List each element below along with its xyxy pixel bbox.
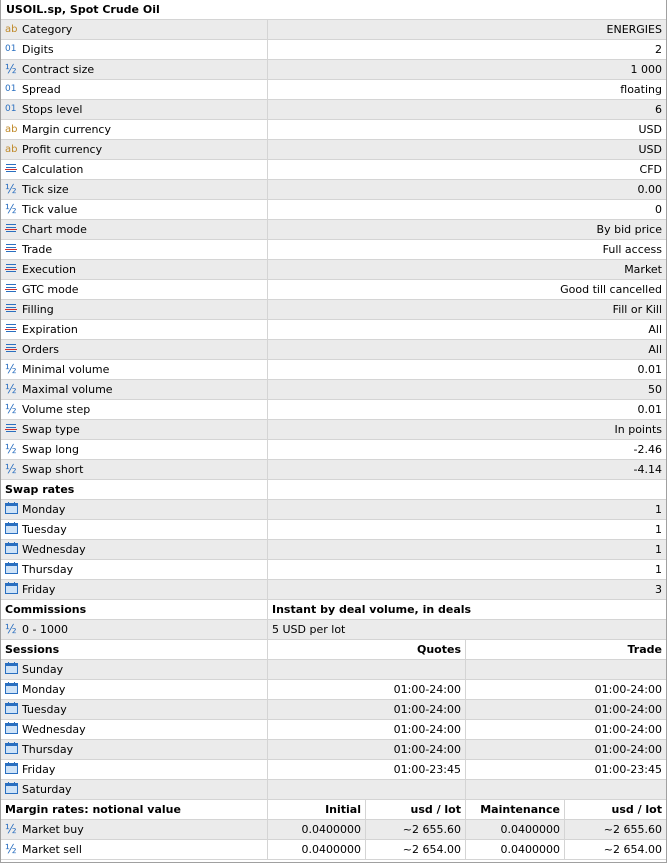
property-value-text: CFD bbox=[639, 163, 662, 176]
property-value bbox=[267, 280, 666, 299]
list-icon bbox=[5, 300, 19, 319]
quotes-session bbox=[267, 740, 465, 759]
property-label bbox=[1, 140, 267, 159]
property-label bbox=[1, 80, 267, 99]
swap-rate-value-text: 1 bbox=[655, 503, 662, 516]
day-label bbox=[1, 580, 267, 599]
property-label bbox=[1, 160, 267, 179]
margin-column-header bbox=[365, 800, 465, 819]
session-row bbox=[1, 660, 666, 680]
property-label bbox=[1, 380, 267, 399]
property-label bbox=[1, 260, 267, 279]
trade-session bbox=[465, 720, 666, 739]
fraction-icon: ½ bbox=[5, 842, 17, 856]
section-title-text: Sessions bbox=[5, 643, 60, 656]
property-value-text: All bbox=[648, 323, 662, 336]
property-row bbox=[1, 240, 666, 260]
property-value-text: In points bbox=[614, 423, 662, 436]
property-row bbox=[1, 40, 666, 60]
fraction-icon: ½ bbox=[5, 442, 17, 456]
property-value-text: Fill or Kill bbox=[612, 303, 662, 316]
calendar-icon bbox=[5, 580, 19, 599]
calendar-icon bbox=[5, 680, 19, 699]
property-value bbox=[267, 20, 666, 39]
property-row bbox=[1, 160, 666, 180]
swap-rate-row bbox=[1, 520, 666, 540]
day-label bbox=[1, 560, 267, 579]
quotes-session-text: 01:00-23:45 bbox=[393, 763, 461, 776]
swap-rate-value-text: 1 bbox=[655, 563, 662, 576]
property-label-text: Swap short bbox=[22, 463, 84, 476]
calendar-icon bbox=[5, 780, 19, 799]
text-icon: ab bbox=[5, 24, 18, 35]
swap-rate-value bbox=[267, 580, 666, 599]
section-title bbox=[1, 600, 267, 619]
property-value-text: 0.01 bbox=[637, 363, 662, 376]
trade-session bbox=[465, 740, 666, 759]
margin-column-header-text: usd / lot bbox=[611, 803, 662, 816]
swap-rate-row bbox=[1, 540, 666, 560]
property-value-text: Full access bbox=[602, 243, 662, 256]
empty bbox=[267, 480, 666, 499]
margin-column-header bbox=[465, 800, 564, 819]
property-label-text: Calculation bbox=[22, 163, 84, 176]
margin-column-header-text: usd / lot bbox=[410, 803, 461, 816]
day-label-text: Sunday bbox=[22, 663, 64, 676]
property-label-text: Minimal volume bbox=[22, 363, 110, 376]
trade-session bbox=[465, 780, 666, 799]
property-label-text: Margin currency bbox=[22, 123, 111, 136]
property-row bbox=[1, 280, 666, 300]
property-value-text: USD bbox=[638, 123, 662, 136]
calendar-icon bbox=[5, 660, 19, 679]
property-row bbox=[1, 220, 666, 240]
day-label bbox=[1, 740, 267, 759]
quotes-session-text: 01:00-24:00 bbox=[393, 743, 461, 756]
day-label-text: Friday bbox=[22, 763, 56, 776]
property-value bbox=[267, 300, 666, 319]
day-label bbox=[1, 760, 267, 779]
margin-value bbox=[365, 820, 465, 839]
calendar-icon bbox=[5, 500, 19, 519]
section-title bbox=[1, 640, 267, 659]
trade-session-text: 01:00-24:00 bbox=[594, 723, 662, 736]
property-value bbox=[267, 460, 666, 479]
property-label bbox=[1, 460, 267, 479]
quotes-session-text: 01:00-24:00 bbox=[393, 723, 461, 736]
property-row bbox=[1, 380, 666, 400]
property-value bbox=[267, 140, 666, 159]
property-label bbox=[1, 40, 267, 59]
property-value-text: 0.01 bbox=[637, 403, 662, 416]
property-label-text: GTC mode bbox=[22, 283, 79, 296]
list-icon bbox=[5, 280, 19, 299]
property-value bbox=[267, 120, 666, 139]
property-value bbox=[267, 220, 666, 239]
property-row bbox=[1, 400, 666, 420]
property-row bbox=[1, 20, 666, 40]
calendar-icon bbox=[5, 760, 19, 779]
section-header-commissions bbox=[1, 600, 666, 620]
swap-rate-row bbox=[1, 500, 666, 520]
quotes-session bbox=[267, 720, 465, 739]
property-label bbox=[1, 340, 267, 359]
property-label-text: Orders bbox=[22, 343, 59, 356]
property-label-text: Volume step bbox=[22, 403, 91, 416]
margin-value bbox=[564, 820, 666, 839]
calendar-icon bbox=[5, 740, 19, 759]
commission-value bbox=[267, 620, 666, 639]
text-icon: ab bbox=[5, 144, 18, 155]
property-value-text: 6 bbox=[655, 103, 662, 116]
property-row bbox=[1, 300, 666, 320]
quotes-session-text: 01:00-24:00 bbox=[393, 703, 461, 716]
property-value bbox=[267, 440, 666, 459]
section-title-text: Swap rates bbox=[5, 483, 75, 496]
trade-header bbox=[465, 640, 666, 659]
swap-rate-value bbox=[267, 560, 666, 579]
property-value bbox=[267, 420, 666, 439]
day-label bbox=[1, 500, 267, 519]
property-value-text: All bbox=[648, 343, 662, 356]
day-label bbox=[1, 520, 267, 539]
property-label-text: Spread bbox=[22, 83, 61, 96]
property-row bbox=[1, 460, 666, 480]
property-value-text: 50 bbox=[648, 383, 662, 396]
trade-session-text: 01:00-23:45 bbox=[594, 763, 662, 776]
property-label-text: Category bbox=[22, 23, 73, 36]
swap-rate-value bbox=[267, 540, 666, 559]
property-label bbox=[1, 120, 267, 139]
property-value-text: 0.00 bbox=[637, 183, 662, 196]
property-label-text: Tick value bbox=[22, 203, 78, 216]
property-label bbox=[1, 100, 267, 119]
section-header-swap-rates bbox=[1, 480, 666, 500]
margin-value bbox=[465, 840, 564, 859]
list-icon bbox=[5, 240, 19, 259]
list-icon bbox=[5, 420, 19, 439]
day-label-text: Thursday bbox=[22, 743, 74, 756]
property-row bbox=[1, 200, 666, 220]
commission-row bbox=[1, 620, 666, 640]
section-title bbox=[1, 800, 267, 819]
commission-range bbox=[1, 620, 267, 639]
property-label bbox=[1, 320, 267, 339]
property-label-text: Digits bbox=[22, 43, 54, 56]
property-label-text: Tick size bbox=[22, 183, 69, 196]
swap-rate-value-text: 3 bbox=[655, 583, 662, 596]
section-title-text: Margin rates: notional value bbox=[5, 803, 181, 816]
property-value-text: By bid price bbox=[596, 223, 662, 236]
property-label bbox=[1, 60, 267, 79]
margin-column-header bbox=[267, 800, 365, 819]
margin-column-header bbox=[564, 800, 666, 819]
property-value-text: -4.14 bbox=[633, 463, 662, 476]
property-label bbox=[1, 240, 267, 259]
margin-label bbox=[1, 820, 267, 839]
property-value-text: 1 000 bbox=[630, 63, 662, 76]
calendar-icon bbox=[5, 560, 19, 579]
symbol-title: USOIL.sp, Spot Crude Oil bbox=[1, 0, 666, 20]
margin-row bbox=[1, 840, 666, 860]
day-label bbox=[1, 700, 267, 719]
property-label-text: Swap type bbox=[22, 423, 80, 436]
property-label-text: Swap long bbox=[22, 443, 79, 456]
trade-session-text: 01:00-24:00 bbox=[594, 743, 662, 756]
section-title-text: Commissions bbox=[5, 603, 87, 616]
property-row bbox=[1, 360, 666, 380]
session-row bbox=[1, 700, 666, 720]
property-row bbox=[1, 440, 666, 460]
property-label bbox=[1, 200, 267, 219]
day-label-text: Monday bbox=[22, 503, 66, 516]
property-label-text: Expiration bbox=[22, 323, 78, 336]
property-value bbox=[267, 240, 666, 259]
property-row bbox=[1, 260, 666, 280]
day-label bbox=[1, 540, 267, 559]
property-label bbox=[1, 420, 267, 439]
margin-value-text: 0.0400000 bbox=[500, 823, 560, 836]
text-icon: ab bbox=[5, 124, 18, 135]
property-value bbox=[267, 60, 666, 79]
property-row bbox=[1, 60, 666, 80]
fraction-icon: ½ bbox=[5, 182, 17, 196]
day-label-text: Monday bbox=[22, 683, 66, 696]
property-value bbox=[267, 340, 666, 359]
margin-value bbox=[267, 840, 365, 859]
property-label-text: Chart mode bbox=[22, 223, 87, 236]
margin-column-header-text: Maintenance bbox=[480, 803, 560, 816]
margin-label-text: Market sell bbox=[22, 843, 82, 856]
trade-header-text: Trade bbox=[627, 643, 662, 656]
property-value-text: Market bbox=[624, 263, 662, 276]
property-row bbox=[1, 180, 666, 200]
margin-value bbox=[267, 820, 365, 839]
margin-value bbox=[365, 840, 465, 859]
property-value bbox=[267, 400, 666, 419]
property-value-text: floating bbox=[620, 83, 662, 96]
swap-rate-value-text: 1 bbox=[655, 523, 662, 536]
margin-value-text: 0.0400000 bbox=[500, 843, 560, 856]
session-row bbox=[1, 740, 666, 760]
property-label bbox=[1, 360, 267, 379]
margin-value bbox=[564, 840, 666, 859]
fraction-icon: ½ bbox=[5, 402, 17, 416]
margin-value-text: 0.0400000 bbox=[301, 823, 361, 836]
quotes-header-text: Quotes bbox=[416, 643, 461, 656]
property-label bbox=[1, 220, 267, 239]
property-label-text: Maximal volume bbox=[22, 383, 113, 396]
day-label bbox=[1, 660, 267, 679]
swap-rate-value bbox=[267, 500, 666, 519]
property-label bbox=[1, 400, 267, 419]
section-header-sessions bbox=[1, 640, 666, 660]
property-value-text: -2.46 bbox=[633, 443, 662, 456]
fraction-icon: ½ bbox=[5, 202, 17, 216]
trade-session bbox=[465, 700, 666, 719]
property-value bbox=[267, 200, 666, 219]
quotes-header bbox=[267, 640, 465, 659]
margin-value-text: ~2 654.00 bbox=[603, 843, 662, 856]
margin-value-text: ~2 655.60 bbox=[402, 823, 461, 836]
property-row bbox=[1, 320, 666, 340]
session-row bbox=[1, 680, 666, 700]
property-value bbox=[267, 80, 666, 99]
property-label-text: Contract size bbox=[22, 63, 95, 76]
day-label-text: Tuesday bbox=[22, 523, 67, 536]
margin-label-text: Market buy bbox=[22, 823, 84, 836]
session-row bbox=[1, 780, 666, 800]
property-value bbox=[267, 360, 666, 379]
integer-icon: 01 bbox=[5, 84, 17, 94]
day-label-text: Wednesday bbox=[22, 723, 86, 736]
margin-value-text: ~2 655.60 bbox=[603, 823, 662, 836]
fraction-icon: ½ bbox=[5, 62, 17, 76]
calendar-icon bbox=[5, 520, 19, 539]
list-icon bbox=[5, 260, 19, 279]
property-label bbox=[1, 180, 267, 199]
property-value-text: 0 bbox=[655, 203, 662, 216]
property-label bbox=[1, 280, 267, 299]
section-title bbox=[1, 480, 267, 499]
list-icon bbox=[5, 320, 19, 339]
margin-column-header-text: Initial bbox=[325, 803, 361, 816]
fraction-icon: ½ bbox=[5, 462, 17, 476]
property-row bbox=[1, 420, 666, 440]
fraction-icon: ½ bbox=[5, 382, 17, 396]
property-value bbox=[267, 320, 666, 339]
commission-type bbox=[267, 600, 666, 619]
swap-rate-value-text: 1 bbox=[655, 543, 662, 556]
fraction-icon: ½ bbox=[5, 362, 17, 376]
fraction-icon: ½ bbox=[5, 822, 17, 836]
day-label-text: Friday bbox=[22, 583, 56, 596]
property-row bbox=[1, 340, 666, 360]
property-value-text: USD bbox=[638, 143, 662, 156]
day-label-text: Tuesday bbox=[22, 703, 67, 716]
day-label bbox=[1, 680, 267, 699]
commission-range-text: 0 - 1000 bbox=[22, 623, 68, 636]
quotes-session bbox=[267, 700, 465, 719]
trade-session bbox=[465, 680, 666, 699]
property-value bbox=[267, 160, 666, 179]
property-label-text: Profit currency bbox=[22, 143, 103, 156]
margin-value-text: ~2 654.00 bbox=[402, 843, 461, 856]
property-label bbox=[1, 440, 267, 459]
property-label-text: Stops level bbox=[22, 103, 83, 116]
day-label-text: Wednesday bbox=[22, 543, 86, 556]
session-row bbox=[1, 720, 666, 740]
property-value bbox=[267, 40, 666, 59]
quotes-session bbox=[267, 660, 465, 679]
trade-session-text: 01:00-24:00 bbox=[594, 703, 662, 716]
day-label-text: Saturday bbox=[22, 783, 72, 796]
day-label bbox=[1, 780, 267, 799]
quotes-session bbox=[267, 780, 465, 799]
property-value bbox=[267, 380, 666, 399]
property-row bbox=[1, 100, 666, 120]
commission-value-text: 5 USD per lot bbox=[272, 623, 346, 636]
integer-icon: 01 bbox=[5, 104, 17, 114]
swap-rate-value bbox=[267, 520, 666, 539]
quotes-session bbox=[267, 760, 465, 779]
property-value bbox=[267, 260, 666, 279]
property-value bbox=[267, 100, 666, 119]
margin-value bbox=[465, 820, 564, 839]
property-label bbox=[1, 20, 267, 39]
margin-value-text: 0.0400000 bbox=[301, 843, 361, 856]
list-icon bbox=[5, 340, 19, 359]
day-label-text: Thursday bbox=[22, 563, 74, 576]
property-row bbox=[1, 120, 666, 140]
property-value-text: 2 bbox=[655, 43, 662, 56]
trade-session bbox=[465, 760, 666, 779]
margin-label bbox=[1, 840, 267, 859]
calendar-icon bbox=[5, 720, 19, 739]
margin-row bbox=[1, 820, 666, 840]
quotes-session bbox=[267, 680, 465, 699]
session-row bbox=[1, 760, 666, 780]
list-icon bbox=[5, 160, 19, 179]
list-icon bbox=[5, 220, 19, 239]
property-label-text: Execution bbox=[22, 263, 76, 276]
property-row bbox=[1, 80, 666, 100]
property-value bbox=[267, 180, 666, 199]
swap-rate-row bbox=[1, 580, 666, 600]
fraction-icon: ½ bbox=[5, 622, 17, 636]
property-label bbox=[1, 300, 267, 319]
quotes-session-text: 01:00-24:00 bbox=[393, 683, 461, 696]
property-label-text: Trade bbox=[22, 243, 53, 256]
calendar-icon bbox=[5, 700, 19, 719]
day-label bbox=[1, 720, 267, 739]
property-value-text: ENERGIES bbox=[606, 23, 662, 36]
property-label-text: Filling bbox=[22, 303, 54, 316]
commission-type-text: Instant by deal volume, in deals bbox=[272, 603, 472, 616]
integer-icon: 01 bbox=[5, 44, 17, 54]
calendar-icon bbox=[5, 540, 19, 559]
property-row bbox=[1, 140, 666, 160]
swap-rate-row bbox=[1, 560, 666, 580]
trade-session-text: 01:00-24:00 bbox=[594, 683, 662, 696]
trade-session bbox=[465, 660, 666, 679]
property-value-text: Good till cancelled bbox=[560, 283, 662, 296]
section-header-margin bbox=[1, 800, 666, 820]
